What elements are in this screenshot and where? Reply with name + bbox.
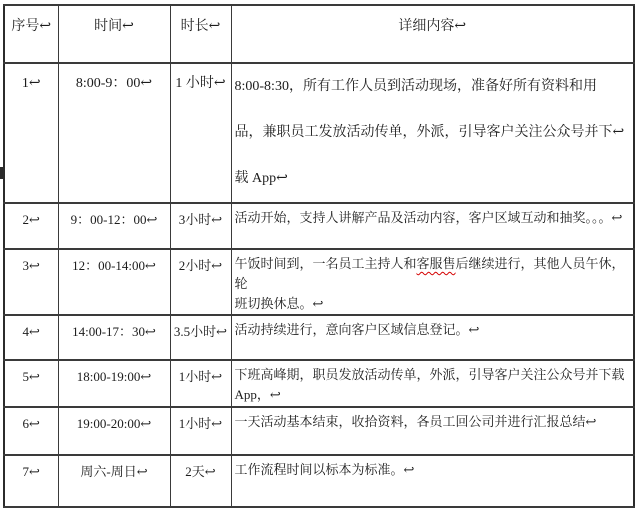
- header-cell-content[interactable]: 详细内容↩: [231, 5, 634, 63]
- header-cell-time[interactable]: 时间↩: [58, 5, 170, 63]
- cell-no[interactable]: 7↩: [4, 455, 58, 507]
- table-row: [4, 249, 634, 315]
- cell-no[interactable]: 3↩: [4, 249, 58, 315]
- header-cell-duration[interactable]: 时长↩: [170, 5, 231, 63]
- cell-no[interactable]: 5↩: [4, 360, 58, 407]
- cell-time[interactable]: 14:00-17：30↩: [58, 315, 170, 360]
- table-row: [4, 455, 634, 507]
- schedule-table: [3, 4, 635, 508]
- table-header-row: [4, 5, 634, 63]
- cell-duration[interactable]: 3.5小时↩: [170, 315, 231, 360]
- table-row: [4, 315, 634, 360]
- cell-duration[interactable]: 2小时↩: [170, 249, 231, 315]
- cell-time[interactable]: 12：00-14:00↩: [58, 249, 170, 315]
- cell-time[interactable]: 8:00-9：00↩: [58, 63, 170, 203]
- content-text: 午饭时间到，一名员工主持人和: [234, 256, 417, 271]
- table-row: [4, 360, 634, 407]
- cell-time[interactable]: 9：00-12：00↩: [58, 203, 170, 249]
- table-row: [4, 203, 634, 249]
- cell-content[interactable]: 工作流程时间以标本为标准。↩: [231, 455, 634, 507]
- cell-duration[interactable]: 1小时↩: [170, 360, 231, 407]
- header-cell-no[interactable]: 序号↩: [4, 5, 58, 63]
- cell-duration[interactable]: 3小时↩: [170, 203, 231, 249]
- cell-content[interactable]: 活动开始，支持人讲解产品及活动内容，客户区域互动和抽奖。。。↩: [231, 203, 634, 249]
- cell-no[interactable]: 4↩: [4, 315, 58, 360]
- cell-time[interactable]: 19:00-20:00↩: [58, 407, 170, 455]
- table-row: [4, 407, 634, 455]
- cell-no[interactable]: 2↩: [4, 203, 58, 249]
- cell-no[interactable]: 6↩: [4, 407, 58, 455]
- cell-time[interactable]: 18:00-19:00↩: [58, 360, 170, 407]
- cell-time[interactable]: 周六-周日↩: [58, 455, 170, 507]
- cell-duration[interactable]: 1小时↩: [170, 407, 231, 455]
- content-text: 后继续进行，其他人员午休，轮 班切换休息。↩: [234, 256, 625, 311]
- cell-duration[interactable]: 1 小时↩: [170, 63, 231, 203]
- cell-content[interactable]: [231, 249, 634, 315]
- cell-content[interactable]: 下班高峰期，职员发放活动传单，外派，引导客户关注公众号并下载 App，↩: [231, 360, 634, 407]
- cell-content[interactable]: 8:00-8:30，所有工作人员到活动现场，准备好所有资料和用 品，兼职员工发放活动传单，外派，引导客户关注公众号并下↩ 载 App↩: [231, 63, 634, 203]
- cell-content[interactable]: 活动持续进行，意向客户区域信息登记。↩: [231, 315, 634, 360]
- spellcheck-underlined-text: 客服售: [416, 256, 456, 271]
- cell-content[interactable]: 一天活动基本结束，收拾资料，各员工回公司并进行汇报总结↩: [231, 407, 634, 455]
- table-row: [4, 63, 634, 203]
- cell-no[interactable]: 1↩: [4, 63, 58, 203]
- cell-duration[interactable]: 2天↩: [170, 455, 231, 507]
